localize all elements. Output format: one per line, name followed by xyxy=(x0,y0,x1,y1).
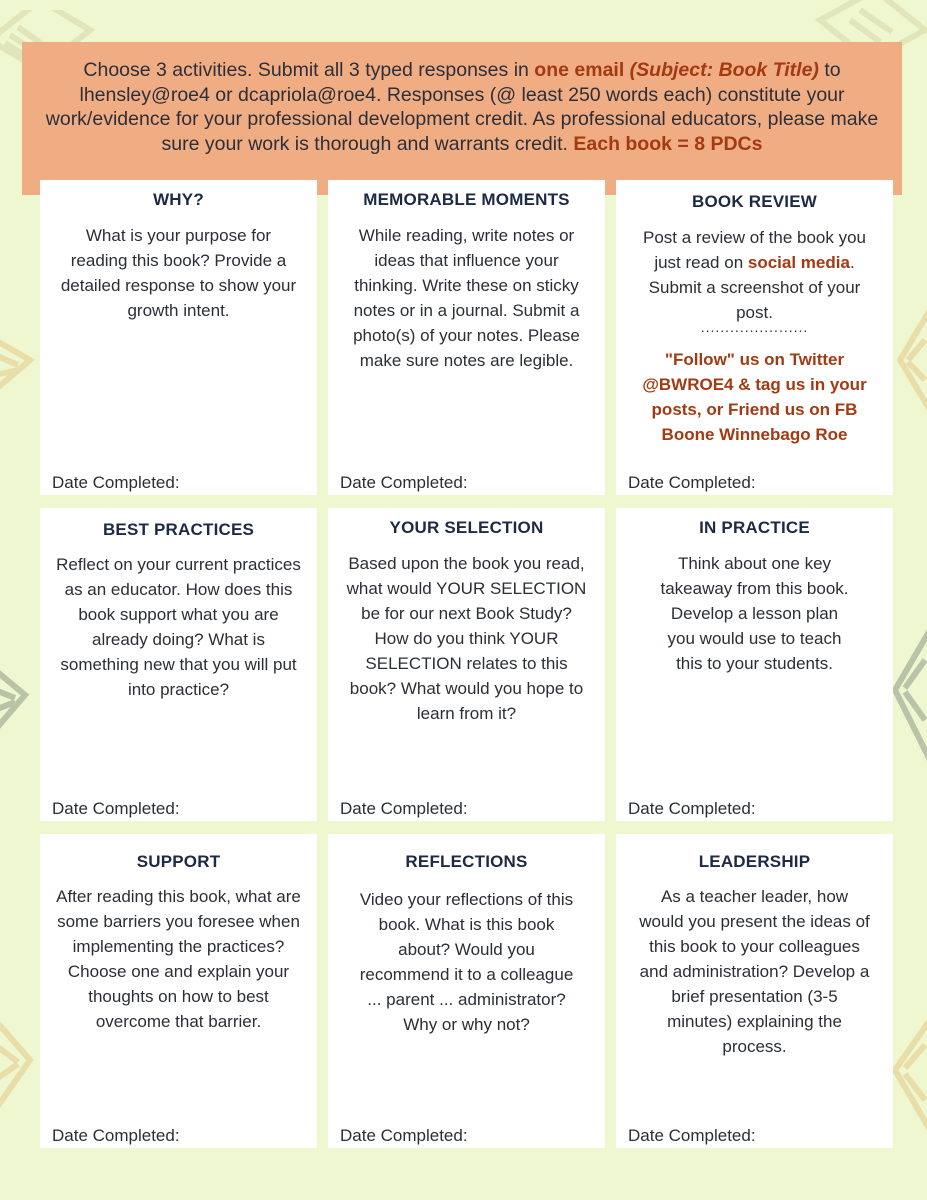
date-completed-label: Date Completed: xyxy=(52,473,180,492)
open-book-icon xyxy=(0,650,40,760)
card-title: WHY? xyxy=(153,190,204,209)
pdc-highlight: Each book = 8 PDCs xyxy=(573,132,763,155)
card-body: Think about one key takeaway from this book. Develop a lesson plan you would use to teach this to your students. xyxy=(660,554,849,673)
activity-card-book-review xyxy=(616,180,893,495)
instructions-text-1: Choose 3 activities. Submit all 3 typed responses in xyxy=(83,59,535,81)
one-email-highlight: one email xyxy=(534,59,625,81)
date-completed-label: Date Completed: xyxy=(340,799,468,818)
date-completed-label: Date Completed: xyxy=(628,799,756,818)
activity-card-leadership xyxy=(616,834,893,1148)
card-body xyxy=(632,225,877,325)
instructions-banner xyxy=(22,42,902,195)
card-body: Based upon the book you read, what would YOUR SELECTION be for our next Book Study? How do you think YOUR SELECTION relates to this book? What would you hope to learn from it? xyxy=(346,554,587,723)
follow-us-text: "Follow" us on Twitter @BWROE4 & tag us in your posts, or Friend us on FB Boone Winnebago Roe xyxy=(642,350,867,444)
card-title: IN PRACTICE xyxy=(699,518,810,537)
card-body: Reflect on your current practices as an educator. How does this book support what you are already doing? What is something new that you will put into practice? xyxy=(56,555,301,699)
date-completed-label: Date Completed: xyxy=(628,473,756,492)
card-title: MEMORABLE MOMENTS xyxy=(363,190,570,209)
date-completed-label: Date Completed: xyxy=(52,1126,180,1145)
activity-card-your-selection xyxy=(328,508,605,821)
activity-card-in-practice xyxy=(616,508,893,821)
card-title: BOOK REVIEW xyxy=(692,192,817,211)
card-body: What is your purpose for reading this book? Provide a detailed response to show your growth intent. xyxy=(60,226,297,320)
card-body: After reading this book, what are some barriers you foresee when implementing the practices? Choose one and explain your thoughts on how to best overcome that barrier. xyxy=(56,887,301,1031)
card-title: LEADERSHIP xyxy=(698,852,811,871)
dotted-divider: ...................... xyxy=(700,319,809,335)
activity-card-memorable-moments xyxy=(328,180,605,495)
card-title: YOUR SELECTION xyxy=(389,518,544,537)
card-body-text-2: . Submit a screenshot of your post. xyxy=(648,253,861,322)
date-completed-label: Date Completed: xyxy=(52,799,180,818)
card-title: REFLECTIONS xyxy=(405,852,528,871)
activity-card-reflections xyxy=(328,834,605,1148)
date-completed-label: Date Completed: xyxy=(340,473,468,492)
activity-card-why xyxy=(40,180,317,495)
activity-card-best-practices xyxy=(40,508,317,821)
card-body: As a teacher leader, how would you present the ideas of this book to your colleagues and administration? Develop a brief presentation (3-5 minutes) explaining the process. xyxy=(639,887,870,1056)
subject-highlight: (Subject: Book Title) xyxy=(629,59,819,81)
date-completed-label: Date Completed: xyxy=(628,1126,756,1145)
card-body-text-1: Post a review of the book you just read on xyxy=(642,228,867,272)
instructions-text-2: to lhensley@roe4 or dcapriola@roe4. Responses (@ least 250 words each) constitute your work/evidence for your professional development credit. As professional educators, please make sure your work is thorough and warrants credit. xyxy=(45,59,879,155)
social-media-highlight: social media xyxy=(747,253,850,272)
card-body: Video your reflections of this book. What is this book about? Would you recommend it to a colleague ... parent ... administrator? Why or why not? xyxy=(359,890,574,1034)
card-body: While reading, write notes or ideas that influence your thinking. Write these on sticky notes or in a journal. Submit a photo(s) of your notes. Please make sure notes are legible. xyxy=(353,226,580,370)
date-completed-label: Date Completed: xyxy=(340,1126,468,1145)
card-title: SUPPORT xyxy=(136,852,221,871)
card-title: BEST PRACTICES xyxy=(102,520,255,539)
activity-card-support xyxy=(40,834,317,1148)
